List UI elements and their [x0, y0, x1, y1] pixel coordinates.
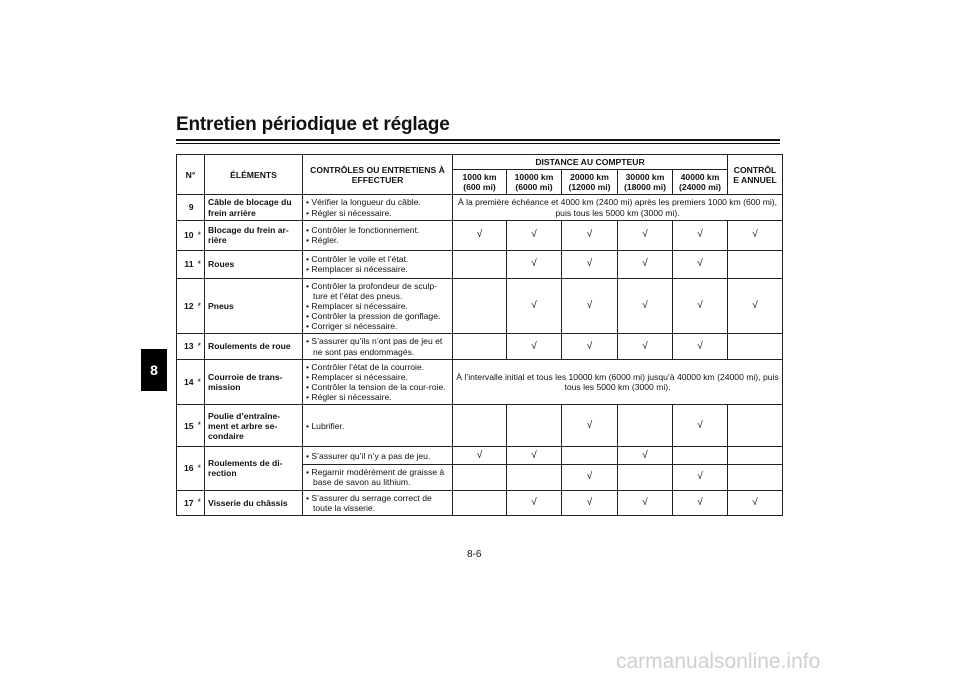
check-mark: √ — [453, 220, 507, 250]
check-mark: √ — [453, 447, 507, 465]
check-mark: √ — [728, 278, 783, 334]
check-mark: √ — [562, 405, 618, 447]
row-ops: • Regarnir modérément de graisse à base de savon au lithium. — [303, 465, 453, 490]
check-mark: √ — [562, 278, 618, 334]
check-mark: √ — [507, 447, 562, 465]
row-item: Visserie du châssis — [205, 490, 303, 515]
row-item: Courroie de trans-mission — [205, 359, 303, 405]
empty-cell — [453, 405, 507, 447]
check-mark: √ — [562, 490, 618, 515]
row-ops: • S’assurer qu’ils n’ont pas de jeu et ne sont pas endommagés. — [303, 334, 453, 359]
page-title: Entretien périodique et réglage — [176, 114, 450, 135]
row-item: Pneus — [205, 278, 303, 334]
check-mark: √ — [618, 220, 673, 250]
row-interval-note: À l’intervalle initial et tous les 10000 km (6000 mi) jusqu’à 40000 km (24000 mi), puis tous les 5000 km (3000 mi). — [453, 359, 783, 405]
check-mark: √ — [728, 490, 783, 515]
row-ops: • Contrôler le fonctionnement. • Régler. — [303, 220, 453, 250]
check-mark: √ — [562, 334, 618, 359]
check-mark: √ — [673, 278, 728, 334]
header-no: N° — [177, 155, 205, 195]
row-item: Roues — [205, 250, 303, 278]
row-number: 13 — [177, 334, 195, 359]
row-star: * — [195, 250, 205, 278]
check-mark: √ — [507, 334, 562, 359]
row-star: * — [195, 278, 205, 334]
empty-cell — [453, 490, 507, 515]
row-ops: • Vérifier la longueur du câble. • Régler si nécessaire. — [303, 195, 453, 220]
header-odometer: DISTANCE AU COMPTEUR — [453, 155, 728, 170]
empty-cell — [562, 447, 618, 465]
row-star: * — [195, 334, 205, 359]
header-distance-4: 30000 km (18000 mi) — [618, 170, 673, 195]
row-number: 17 — [177, 490, 195, 515]
table-row — [177, 195, 783, 220]
check-mark: √ — [618, 334, 673, 359]
empty-cell — [453, 465, 507, 490]
row-number: 9 — [177, 195, 195, 220]
empty-cell — [728, 334, 783, 359]
row-ops: • Contrôler le voile et l’état. • Remplacer si nécessaire. — [303, 250, 453, 278]
table-row — [177, 278, 783, 334]
row-number: 14 — [177, 359, 195, 405]
empty-cell — [618, 465, 673, 490]
row-item: Blocage du frein ar-rière — [205, 220, 303, 250]
watermark: carmanualsonline.info — [616, 650, 821, 673]
row-star: * — [195, 220, 205, 250]
header-distance-5: 40000 km (24000 mi) — [673, 170, 728, 195]
table-row — [177, 359, 783, 405]
check-mark: √ — [673, 334, 728, 359]
maintenance-table — [176, 154, 783, 516]
row-item: Poulie d’entraîne-ment et arbre se-condaire — [205, 405, 303, 447]
header-row-1 — [177, 155, 783, 170]
check-mark: √ — [618, 278, 673, 334]
empty-cell — [728, 447, 783, 465]
empty-cell — [728, 250, 783, 278]
row-item: Roulements de roue — [205, 334, 303, 359]
empty-cell — [453, 278, 507, 334]
header-checks: CONTRÔLES OU ENTRETIENS À EFFECTUER — [303, 155, 453, 195]
row-number: 12 — [177, 278, 195, 334]
check-mark: √ — [673, 250, 728, 278]
table-row — [177, 220, 783, 250]
table-row — [177, 334, 783, 359]
empty-cell — [728, 405, 783, 447]
check-mark: √ — [562, 250, 618, 278]
check-mark: √ — [673, 220, 728, 250]
check-mark: √ — [618, 447, 673, 465]
title-rule — [176, 139, 780, 141]
row-ops: • Lubrifier. — [303, 405, 453, 447]
chapter-tab: 8 — [141, 349, 167, 391]
check-mark: √ — [562, 220, 618, 250]
check-mark: √ — [507, 220, 562, 250]
table-row — [177, 490, 783, 515]
row-ops: • Contrôler la profondeur de sculp-ture et l’état des pneus. • Remplacer si nécessaire. • Contrôler la pression de gonflage. • Corriger si nécessaire. — [303, 278, 453, 334]
row-number: 15 — [177, 405, 195, 447]
table-row — [177, 250, 783, 278]
empty-cell — [728, 465, 783, 490]
row-star: * — [195, 405, 205, 447]
row-ops: • S’assurer du serrage correct de toute la visserie. — [303, 490, 453, 515]
empty-cell — [507, 405, 562, 447]
page-number: 8-6 — [467, 549, 482, 560]
row-interval-note: À la première échéance et 4000 km (2400 mi) après les premiers 1000 km (600 mi), puis tous les 5000 km (3000 mi). — [453, 195, 783, 220]
table-row — [177, 405, 783, 447]
empty-cell — [453, 334, 507, 359]
check-mark: √ — [507, 490, 562, 515]
row-item: Câble de blocage du frein arrière — [205, 195, 303, 220]
empty-cell — [673, 447, 728, 465]
empty-cell — [618, 405, 673, 447]
title-rule-thin — [176, 143, 780, 144]
row-star — [195, 195, 205, 220]
row-item: Roulements de di-rection — [205, 447, 303, 490]
empty-cell — [507, 465, 562, 490]
check-mark: √ — [507, 278, 562, 334]
check-mark: √ — [562, 465, 618, 490]
row-ops: • Contrôler l’état de la courroie. • Remplacer si nécessaire. • Contrôler la tension de la cour-roie. • Régler si nécessaire. — [303, 359, 453, 405]
header-distance-2: 10000 km (6000 mi) — [507, 170, 562, 195]
check-mark: √ — [673, 405, 728, 447]
check-mark: √ — [618, 250, 673, 278]
row-number: 11 — [177, 250, 195, 278]
header-item: ÉLÉMENTS — [205, 155, 303, 195]
header-annual: CONTRÔL E ANNUEL — [728, 155, 783, 195]
header-distance-1: 1000 km (600 mi) — [453, 170, 507, 195]
table-row — [177, 447, 783, 465]
check-mark: √ — [673, 490, 728, 515]
check-mark: √ — [673, 465, 728, 490]
check-mark: √ — [507, 250, 562, 278]
row-number: 16 — [177, 447, 195, 490]
check-mark: √ — [728, 220, 783, 250]
check-mark: √ — [618, 490, 673, 515]
row-number: 10 — [177, 220, 195, 250]
header-distance-3: 20000 km (12000 mi) — [562, 170, 618, 195]
row-ops: • S’assurer qu’il n’y a pas de jeu. — [303, 447, 453, 465]
empty-cell — [453, 250, 507, 278]
row-star: * — [195, 447, 205, 490]
row-star: * — [195, 490, 205, 515]
row-star: * — [195, 359, 205, 405]
